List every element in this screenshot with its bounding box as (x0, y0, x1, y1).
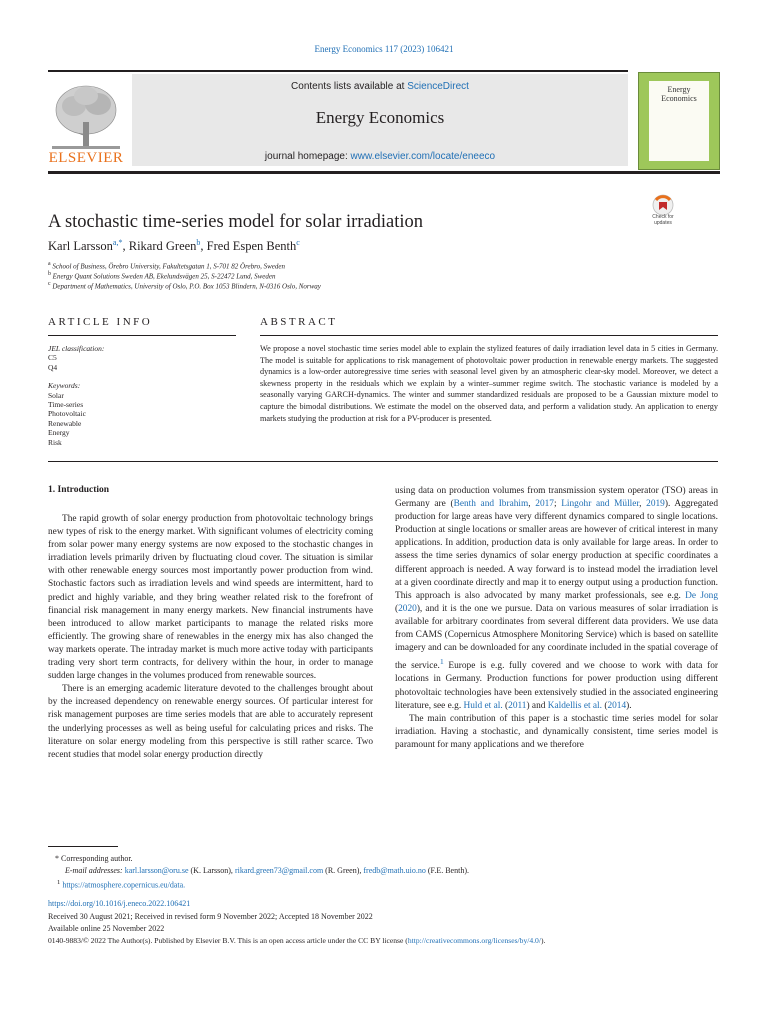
body-text: , (639, 499, 647, 510)
keyword: Energy (48, 428, 70, 438)
body-column-left (48, 513, 373, 762)
doi-link[interactable]: https://doi.org/10.1016/j.eneco.2022.106421 (48, 899, 191, 908)
affiliation-text: School of Business, Örebro University, Fakultetsgatan 1, S-701 82 Örebro, Sweden (52, 262, 286, 271)
elsevier-wordmark: ELSEVIER (48, 150, 124, 166)
body-text: ( (602, 700, 608, 711)
body-text: ). (626, 700, 632, 711)
keyword: Time-series (48, 400, 84, 410)
author-list: Karl Larsson$^{a,*}$, Rikard Green$^b$, Fred Espen Benth$^c$ (48, 238, 300, 254)
cover-page (649, 81, 709, 161)
email-owner: (K. Larsson), (188, 866, 235, 875)
license-link[interactable]: http://creativecommons.org/licenses/by/4.0/ (407, 936, 541, 945)
affiliation-mark: a (48, 261, 51, 267)
email-link[interactable]: rikard.green73@gmail.com (234, 866, 324, 875)
citation-link[interactable]: Benth and Ibrahim (453, 499, 529, 510)
email-addresses (65, 865, 469, 877)
body-text: using data on production volumes from transmission system operator (TSO) areas in Germany are ( (395, 486, 718, 510)
copyright-line (48, 935, 728, 946)
keyword: Renewable (48, 418, 82, 428)
copyright-text: ). (540, 936, 546, 945)
body-text: Europe is e.g. fully covered and we choose to work with data for locations in Germany. Production functions for power production using different photovoltaic technologies have been extensively studied in the associated engineering literature, see e.g. (395, 661, 718, 711)
email-owner: (R. Green), (323, 866, 364, 875)
email-link[interactable]: fredb@math.uio.no (363, 866, 426, 875)
sciencedirect-link[interactable]: ScienceDirect (407, 81, 469, 92)
article-title: A stochastic time-series model for solar irradiation (48, 212, 424, 232)
body-text: ( (502, 700, 509, 711)
body-column-right (395, 485, 718, 752)
homepage-prefix: journal homepage: (264, 151, 348, 162)
jel-code: Q4 (48, 362, 58, 372)
corresponding-author-note: * Corresponding author. (55, 854, 133, 863)
affiliation (48, 271, 275, 280)
citation-link[interactable]: Kaldellis et al. (547, 700, 602, 711)
email-label: E-mail addresses: (65, 866, 123, 875)
abstract-rule (260, 335, 718, 336)
author-marks[interactable]: c (296, 238, 300, 247)
abstract-text: We propose a novel stochastic time series model able to explain the stylized features of daily irradiation level data in 5 cities in Germany. The model is suitable for applications to risk management of photovoltaic power production in renewable energy markets. The suggested dynamics is a low-order autoregressive time series with seasonal level given by an atmospheric clear-sky model. Moreover, we detect a skewness property in the residuals which we explain by a winter–summer regime switch. The stochastic variance is modeled by a seasonally varying GARCH-dynamics. The winter and summer standardized residuals are proposed to be a Gaussian mixture model to capture the bimodal distributions. We estimate the model on the observed data, and perform a validation study. An application to energy markets studying the production at risk for a PV-producer is presented. (260, 344, 718, 423)
keyword: Photovoltaic (48, 409, 86, 419)
homepage-link[interactable]: www.elsevier.com/locate/eneeco (350, 151, 496, 162)
abstract-bottom-rule (48, 461, 718, 462)
section-heading-introduction: 1. Introduction (48, 485, 110, 495)
journal-citation[interactable]: Energy Economics 117 (2023) 106421 (314, 44, 454, 54)
citation-link[interactable]: 2014 (607, 700, 627, 711)
affiliation-text: Energy Quant Solutions Sweden AB, Ekelundsvägen 25, S-22472 Lund, Sweden (52, 272, 276, 281)
intro-paragraph (395, 485, 718, 713)
journal-cover-thumbnail[interactable] (638, 72, 720, 170)
keyword: Risk (48, 437, 62, 447)
header-top-rule (48, 70, 628, 72)
intro-paragraph: There is an emerging academic literature devoted to the challenges brought about by the increased dependency on renewable energy sources. Of particular interest for risk management purposes are time series models that are able to accurately represent the underlying processes as well as being useful for calculating prices and risks. The literature on solar energy modeling from this perspective is still rather scarce. Two recent studies that model solar energy production directly (48, 684, 373, 760)
header-bottom-rule (48, 171, 720, 174)
email-link[interactable]: karl.larsson@oru.se (124, 866, 189, 875)
received-dates: Received 30 August 2021; Received in revised form 9 November 2022; Accepted 18 November 2022 (48, 912, 373, 921)
author-name[interactable]: Karl Larsson (48, 239, 113, 254)
author-name[interactable]: Rikard Green (128, 239, 197, 254)
article-info-heading: ARTICLE INFO (48, 316, 153, 328)
article-info-rule (48, 335, 236, 336)
cover-title: Energy Economics (661, 85, 697, 103)
citation-link[interactable]: Lingohr and Müller (561, 499, 640, 510)
author-marks[interactable]: b (196, 238, 201, 247)
body-text: , (528, 499, 536, 510)
intro-paragraph: The rapid growth of solar energy production from photovoltaic technology brings new types of risk to the energy market. With significant volumes of electricity coming from solar power many energy systems are now exposed to the stochastic changes in irradiation levels primarily driven by fluctuating cloud cover. The situation is similar with other renewable energy sources most importantly power production from wind. Stochastic factors such as irradiation levels and wind speeds are intermittent, hard to predict and highly variable, and they bring weather related risk to the forefront of financial risk management in many energy markets. New financial instruments have been introduced to allow market participants to manage the related risks more efficiently. The growing share of renewables in the energy mix has also changed the way markets operate. The intraday market is much more active today with participants trading very short term contracts, for delivery within the hour, in order to manage sudden large changes in the volumes produced from renewable sources. (48, 514, 373, 682)
copernicus-link[interactable]: https://atmosphere.copernicus.eu/data. (62, 880, 186, 890)
jel-label: JEL classification: (48, 344, 105, 353)
affiliation (48, 261, 285, 270)
journal-homepage (132, 151, 628, 162)
abstract-heading: ABSTRACT (260, 316, 338, 328)
citation-link[interactable]: Huld et al. (463, 700, 503, 711)
body-text: ). Aggregated production for large areas have very different dynamics compared to single locations. Production at single locations or smaller areas are however of critical interest in many applications. In addition, production data is only available for large areas. In order to assess the time series dynamics of solar energy production at specific coordinates a different approach is needed. A way forward is to instead model the irradiation level at a given coordinate directly and map it to energy output using a production function. This approach is also advocated by many market professionals, see e.g. (395, 499, 718, 601)
jel-code: C5 (48, 353, 57, 363)
footnote-mark: 1 (57, 879, 61, 886)
affiliation-mark: c (48, 281, 51, 287)
copyright-text: 0140-9883/© 2022 The Author(s). Published by Elsevier B.V. This is an open access article under the CC BY license ( (48, 936, 408, 945)
footnote-text: Corresponding author. (61, 854, 133, 863)
article-info-panel (48, 344, 236, 447)
footnote-1 (57, 877, 185, 892)
contents-line (132, 81, 628, 92)
citation-link[interactable]: 2017 (535, 499, 554, 510)
citation-link[interactable]: 2019 (646, 499, 665, 510)
affiliation-mark: b (48, 271, 51, 277)
body-text: ; (553, 499, 562, 510)
affiliation-text: Department of Mathematics, University of Oslo, P.O. Box 1053 Blindern, N-0316 Oslo, Norway (52, 282, 321, 291)
body-text: ) and (526, 700, 548, 711)
online-date: Available online 25 November 2022 (48, 924, 165, 933)
body-text: ( (395, 603, 399, 614)
footnote-rule (48, 846, 118, 847)
intro-paragraph: The main contribution of this paper is a stochastic time series model for solar irradiation. Having a stochastic, and dynamically consistent, time series model is paramount for many applications and we therefore (395, 713, 718, 750)
author-marks[interactable]: a,* (112, 238, 123, 247)
citation-link[interactable]: 2011 (508, 700, 527, 711)
doi-line (48, 898, 190, 909)
check-for-updates-label[interactable]: Check for updates (652, 214, 674, 226)
keywords-label: Keywords: (48, 381, 81, 391)
body-text: ), and it is the one we pursue. Data on various measures of solar irradiation is available for arbitrary coordinates from several different data providers. We use data from CAMS (Copernicus Atmosphere Monitoring Service) which is based on satellite imagery and can be downloaded for any coordinate included in the spatial coverage of the service. (395, 603, 718, 672)
affiliation (48, 281, 321, 290)
email-owner: (F.E. Benth). (425, 866, 469, 875)
contents-prefix: Contents lists available at (291, 81, 405, 92)
citation-link[interactable]: 2020 (398, 603, 417, 614)
citation-link[interactable]: De Jong (685, 590, 718, 601)
journal-name: Energy Economics (315, 108, 445, 127)
keyword: Solar (48, 390, 64, 400)
author-name[interactable]: Fred Espen Benth (206, 239, 297, 254)
footnote-link[interactable]: 1 (439, 657, 444, 667)
